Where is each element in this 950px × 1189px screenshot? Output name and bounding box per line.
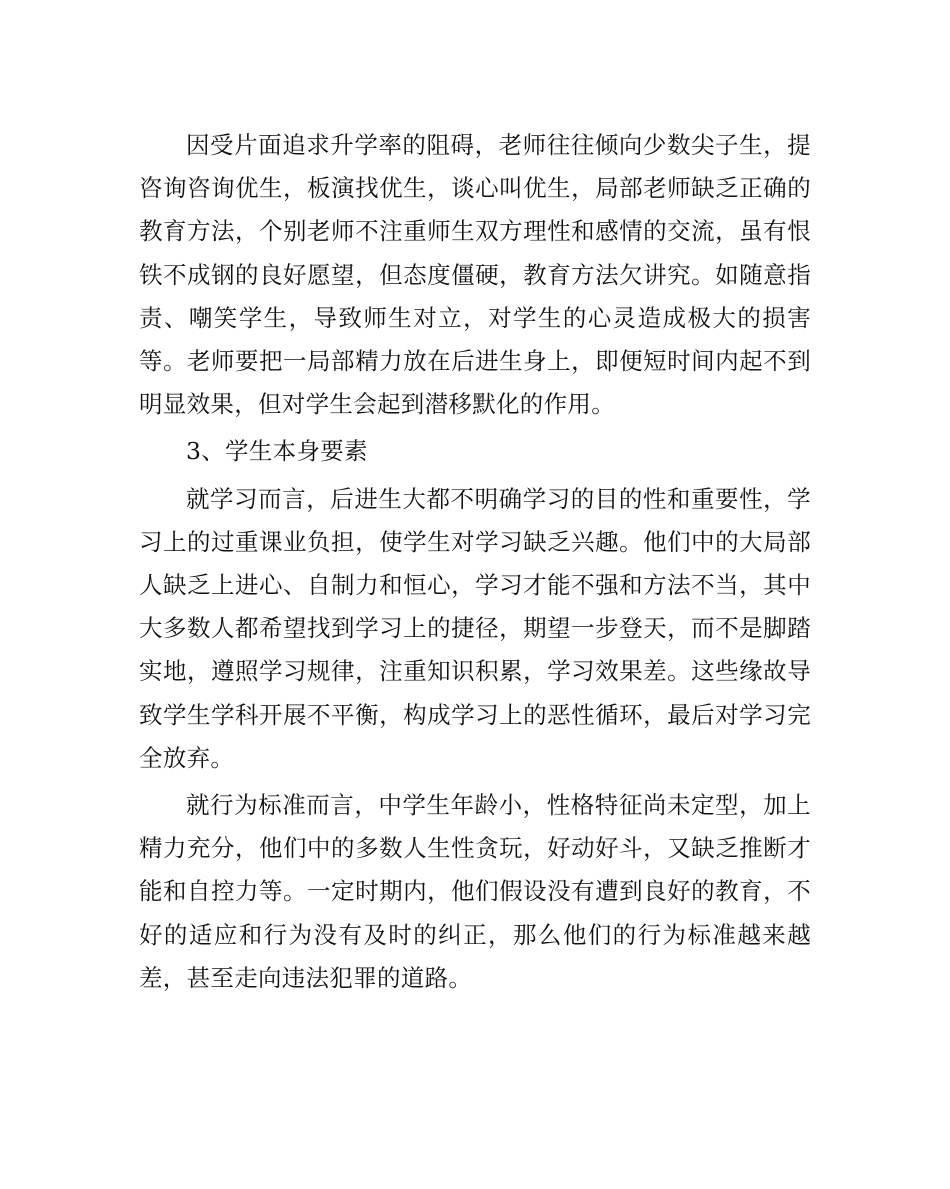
section-heading-student-factors: 3、学生本身要素 [186,437,368,466]
paragraph-teacher-factors: 因受片面追求升学率的阻碍，老师往往倾向少数尖子生，提咨询咨询优生，板演找优生，谈心叫优生，局部老师缺乏正确的教育方法，个别老师不注重师生双方理性和感情的交流，虽有恨铁不成钢的良好愿望，但态度僵硬，教育方法欠讲究。如随意指责、嘲笑学生，导致师生对立，对学生的心灵造成极大的损害等。老师要把一局部精力放在后进生身上，即便短时间内起不到明显效果，但对学生会起到潜移默化的作用。 [139,131,811,419]
paragraph-learning: 就学习而言，后进生大都不明确学习的目的性和重要性，学习上的过重课业负担，使学生对学习缺乏兴趣。他们中的大局部人缺乏上进心、自制力和恒心，学习才能不强和方法不当，其中大多数人都希望找到学习上的捷径，期望一步登天，而不是脚踏实地，遵照学习规律，注重知识积累，学习效果差。这些缘故导致学生学科开展不平衡，构成学习上的恶性循环，最后对学习完全放弃。 [139,484,811,772]
paragraph-behavior: 就行为标准而言，中学生年龄小，性格特征尚未定型，加上精力充分，他们中的多数人生性贪玩，好动好斗，又缺乏推断才能和自控力等。一定时期内，他们假设没有遭到良好的教育，不好的适应和行为没有及时的纠正，那么他们的行为标准越来越差，甚至走向违法犯罪的道路。 [139,791,811,992]
document-body [139,124,811,1004]
